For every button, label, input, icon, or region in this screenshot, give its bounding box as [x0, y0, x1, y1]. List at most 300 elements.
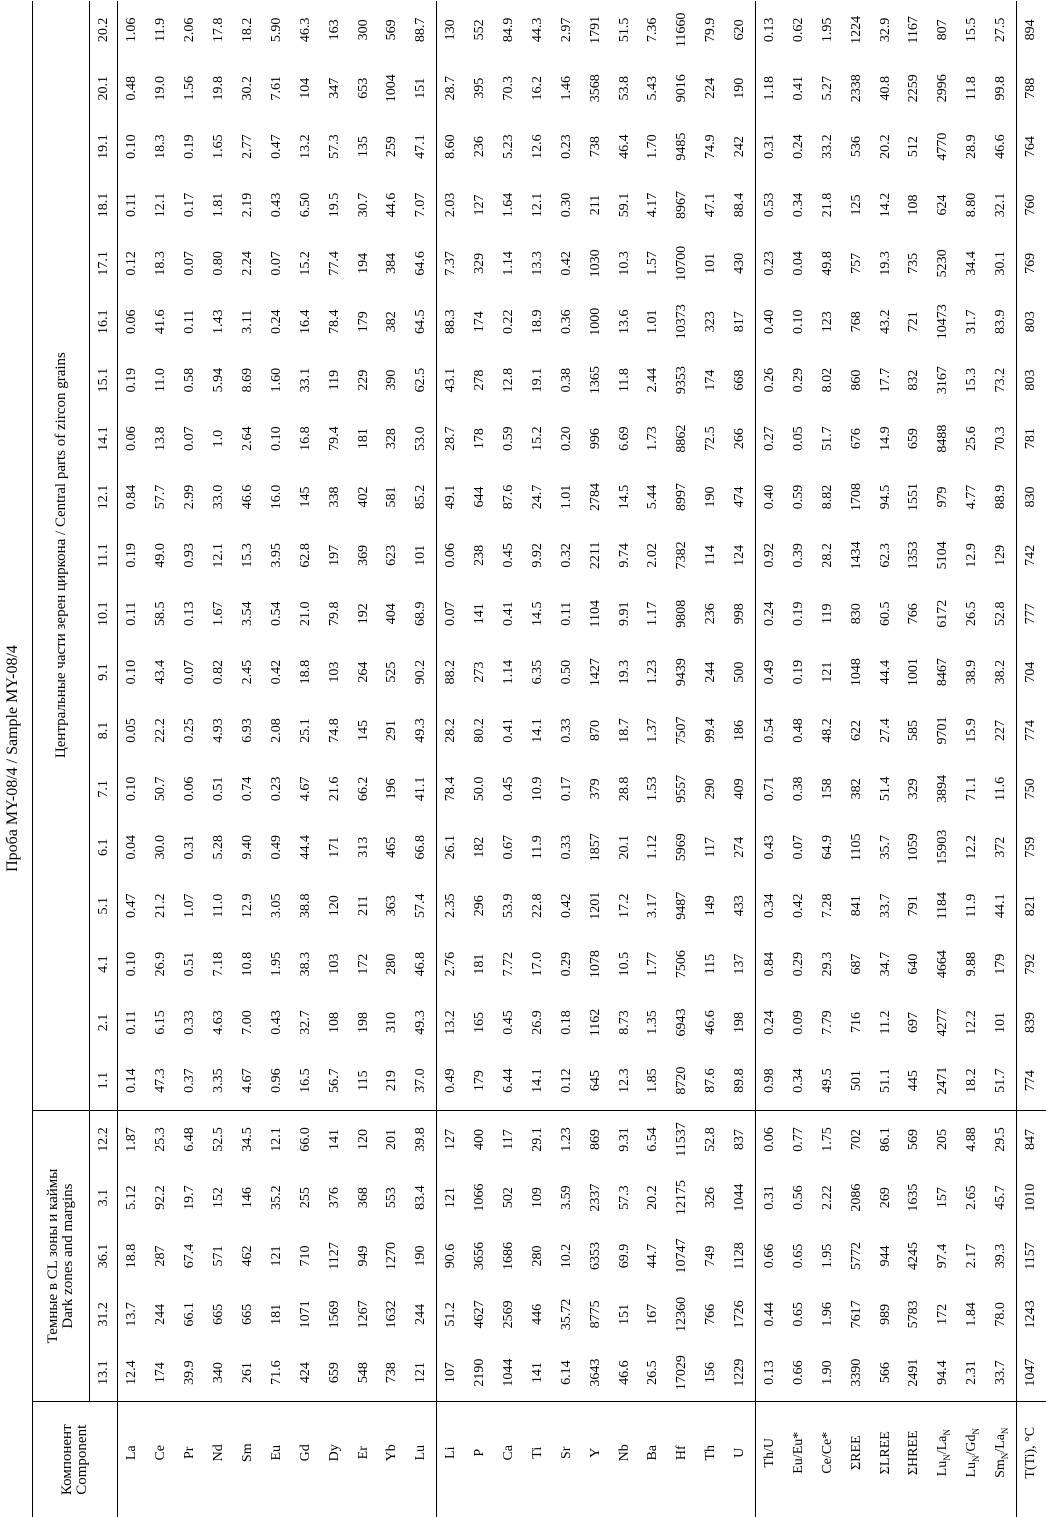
table-cell: 0.07 — [436, 585, 465, 643]
table-cell: 4.63 — [211, 1010, 227, 1035]
table-cell: 738 — [384, 1362, 400, 1384]
component-label: Gd — [291, 1402, 320, 1517]
table-cell: 3167 — [935, 366, 951, 395]
table-cell: 74.9 — [703, 134, 719, 159]
table-cell: 384 — [384, 252, 400, 274]
table-cell: 1.18 — [755, 59, 784, 117]
table-cell: 6.69 — [616, 426, 632, 451]
spot-header: 8.1 — [90, 701, 118, 759]
table-cell: 766 — [906, 603, 922, 625]
table-cell: 167 — [645, 1303, 661, 1325]
table-cell: 830 — [1016, 468, 1045, 526]
table-cell: 0.49 — [436, 1052, 465, 1110]
table-cell: 121 — [413, 1362, 429, 1384]
table-cell: 8.80 — [964, 192, 980, 218]
table-cell: 1104 — [587, 599, 603, 628]
table-cell: 99.4 — [703, 718, 719, 743]
table-cell: 15.2 — [297, 251, 313, 276]
table-cell: 32.9 — [877, 17, 893, 43]
table-cell: 9016 — [674, 74, 690, 103]
table-cell: 69.9 — [616, 1243, 632, 1269]
table-cell: 0.31 — [755, 117, 784, 175]
table-cell: 174 — [153, 1362, 169, 1384]
table-cell: 512 — [906, 136, 922, 158]
table-cell: 280 — [384, 953, 400, 975]
table-cell: 0.07 — [182, 659, 198, 685]
spot-header: 1.1 — [90, 1052, 118, 1110]
table-cell: 8862 — [674, 424, 690, 453]
table-row — [262, 1, 291, 1517]
table-cell: 16.5 — [297, 1068, 313, 1093]
table-cell: 16.0 — [268, 484, 284, 510]
table-cell: 2190 — [472, 1358, 488, 1387]
table-cell: 1.77 — [645, 951, 661, 977]
table-cell: 85.2 — [413, 484, 429, 510]
table-cell: 624 — [935, 194, 951, 216]
table-cell: 13.2 — [297, 134, 313, 159]
table-cell: 28.8 — [616, 776, 632, 802]
table-cell: 43.1 — [436, 351, 465, 409]
table-cell: 996 — [587, 428, 603, 450]
table-cell: 0.20 — [558, 426, 574, 451]
table-cell: 273 — [472, 661, 488, 683]
table-cell: 108 — [906, 194, 922, 216]
table-cell: 197 — [326, 544, 342, 566]
table-cell: 1.12 — [645, 835, 661, 860]
table-cell: 1365 — [587, 366, 603, 395]
table-cell: 58.5 — [153, 601, 169, 626]
table-cell: 623 — [384, 544, 400, 566]
table-cell: 2.64 — [240, 426, 255, 451]
table-cell: 6.48 — [176, 1110, 205, 1168]
table-cell: 1.95 — [268, 951, 284, 977]
table-cell: 0.98 — [755, 1052, 784, 1110]
table-cell: 181 — [355, 428, 371, 450]
table-cell: 369 — [355, 544, 371, 566]
table-cell: 1.57 — [645, 251, 661, 276]
table-cell: 1004 — [384, 74, 400, 103]
table-cell: 103 — [326, 661, 342, 683]
table-cell: 0.11 — [124, 1010, 140, 1035]
table-cell: 62.8 — [297, 543, 313, 568]
table-cell: 5.28 — [211, 835, 227, 860]
table-cell: 171 — [326, 836, 342, 858]
table-cell: 6.54 — [639, 1110, 668, 1168]
table-cell: 10.9 — [529, 776, 545, 802]
table-cell: 129 — [993, 544, 1009, 566]
table-cell: 109 — [529, 1187, 545, 1209]
table-cell: 0.38 — [790, 776, 806, 802]
table-cell: 1.95 — [819, 17, 835, 43]
table-cell: 0.06 — [755, 1110, 784, 1168]
table-cell: 807 — [935, 19, 951, 41]
table-cell: 0.19 — [124, 367, 140, 393]
table-cell: 0.24 — [790, 134, 806, 159]
table-cell: 201 — [378, 1110, 407, 1168]
table-cell: 198 — [732, 1011, 748, 1033]
table-cell: 0.47 — [124, 893, 140, 918]
table-cell: 1162 — [587, 1008, 603, 1037]
table-cell: 45.7 — [993, 1185, 1009, 1210]
spot-header: 11.1 — [90, 526, 118, 584]
table-cell: 9353 — [674, 366, 690, 395]
table-cell: 66.8 — [413, 835, 429, 860]
table-cell: 8967 — [674, 191, 690, 219]
table-cell: 2337 — [587, 1183, 603, 1212]
table-cell: 1686 — [501, 1242, 517, 1271]
table-cell: 2.08 — [268, 718, 284, 743]
table-cell: 34.5 — [234, 1110, 263, 1168]
table-cell: 0.22 — [501, 309, 517, 335]
table-cell: 0.29 — [790, 951, 806, 977]
table-cell: 9.31 — [610, 1110, 639, 1168]
table-cell: 16.8 — [297, 426, 313, 451]
table-cell: 6.35 — [529, 659, 545, 685]
table-cell: 0.49 — [268, 835, 284, 860]
table-cell: 0.10 — [790, 309, 806, 335]
table-cell: 165 — [472, 1011, 488, 1033]
spot-header: 17.1 — [90, 234, 118, 292]
table-cell: 70.3 — [501, 75, 517, 101]
spot-header: 12.1 — [90, 468, 118, 526]
table-cell: 0.48 — [124, 75, 140, 101]
table-cell: 18.7 — [616, 718, 632, 743]
table-cell: 3.54 — [240, 601, 255, 626]
table-cell: 5.90 — [268, 17, 284, 43]
table-cell: 12.6 — [529, 134, 545, 159]
table-cell: 8997 — [674, 482, 690, 511]
table-cell: 8720 — [674, 1066, 690, 1095]
table-cell: 196 — [384, 778, 400, 800]
data-table — [32, 1, 1046, 1517]
table-cell: 33.2 — [819, 134, 835, 159]
table-cell: 525 — [384, 661, 400, 683]
table-cell: 12.4 — [124, 1360, 140, 1385]
table-cell: 4664 — [935, 950, 951, 979]
table-cell: 57.7 — [153, 484, 169, 510]
table-cell: 5772 — [848, 1242, 864, 1271]
table-cell: 7.36 — [645, 17, 661, 43]
table-cell: 0.67 — [501, 835, 517, 860]
table-cell: 74.8 — [326, 718, 342, 743]
table-cell: 0.23 — [268, 776, 284, 802]
table-cell: 474 — [732, 486, 748, 508]
table-cell: 57.3 — [326, 134, 342, 159]
table-cell: 88.2 — [436, 643, 465, 701]
component-label: Li — [436, 1402, 465, 1517]
table-cell: 68.9 — [413, 601, 429, 626]
table-cell: 29.5 — [987, 1110, 1016, 1168]
table-cell: 32.7 — [297, 1010, 313, 1035]
table-cell: 1.01 — [645, 309, 661, 335]
table-cell: 4.17 — [645, 192, 661, 218]
table-cell: 3390 — [848, 1358, 864, 1387]
table-cell: 87.6 — [703, 1068, 719, 1093]
table-cell: 566 — [877, 1362, 893, 1384]
table-cell: 71.1 — [964, 776, 980, 802]
table-cell: 1.87 — [118, 1110, 147, 1168]
table-cell: 8.69 — [240, 367, 255, 393]
table-row — [234, 1, 263, 1517]
table-cell: 6.14 — [558, 1360, 574, 1385]
table-cell: 0.12 — [124, 251, 140, 276]
table-cell: 338 — [326, 486, 342, 508]
table-cell: 56.7 — [326, 1068, 342, 1093]
table-cell: 676 — [848, 428, 864, 450]
component-header-ru: Компонент — [59, 1424, 75, 1496]
table-row — [813, 1, 842, 1517]
table-cell: 1.46 — [558, 75, 574, 101]
table-cell: 2569 — [501, 1300, 517, 1329]
table-cell: 70.3 — [993, 426, 1009, 451]
component-label: Ba — [639, 1402, 668, 1517]
table-cell: 179 — [993, 953, 1009, 975]
table-cell: 43.2 — [877, 309, 893, 335]
table-cell: 22.8 — [529, 893, 545, 918]
table-cell: 0.66 — [790, 1360, 806, 1385]
spot-header: 15.1 — [90, 351, 118, 409]
table-cell: 39.3 — [993, 1243, 1009, 1269]
table-cell: 0.09 — [790, 1010, 806, 1035]
table-cell: 0.56 — [790, 1185, 806, 1210]
table-cell: 181 — [472, 953, 488, 975]
table-cell: 0.06 — [436, 526, 465, 584]
table-row — [552, 1, 581, 1517]
table-cell: 0.42 — [790, 893, 806, 918]
table-cell: 0.80 — [211, 251, 227, 276]
table-cell: 27.4 — [877, 718, 893, 743]
table-cell: 830 — [848, 603, 864, 625]
table-cell: 14.1 — [529, 1068, 545, 1093]
table-cell: 117 — [495, 1110, 524, 1168]
table-cell: 39.9 — [182, 1360, 198, 1385]
table-cell: 0.50 — [558, 659, 574, 685]
table-row — [118, 1, 147, 1517]
table-cell: 6943 — [674, 1008, 690, 1037]
table-cell: 18.9 — [529, 309, 545, 335]
table-cell: 949 — [355, 1245, 371, 1267]
table-cell: 25.6 — [964, 426, 980, 451]
table-cell: 1.70 — [645, 134, 661, 159]
table-cell: 841 — [848, 895, 864, 917]
table-cell: 49.8 — [819, 251, 835, 276]
table-cell: 88.4 — [732, 192, 748, 218]
table-row — [349, 1, 378, 1517]
table-cell: 174 — [472, 311, 488, 333]
table-cell: 659 — [326, 1362, 342, 1384]
table-cell: 0.53 — [755, 176, 784, 234]
table-cell: 1267 — [355, 1300, 371, 1329]
table-cell: 0.37 — [182, 1068, 198, 1093]
table-cell: 0.10 — [124, 659, 140, 685]
table-cell: 390 — [384, 369, 400, 391]
table-cell: 1.64 — [501, 192, 517, 218]
table-cell: 0.34 — [790, 192, 806, 218]
table-cell: 0.43 — [268, 192, 284, 218]
table-cell: 19.1 — [529, 367, 545, 393]
table-cell: 9485 — [674, 132, 690, 161]
table-cell: 114 — [703, 545, 719, 566]
table-cell: 29.1 — [523, 1110, 552, 1168]
table-cell: 0.38 — [558, 367, 574, 393]
table-cell: 145 — [355, 720, 371, 742]
table-row — [407, 1, 436, 1517]
table-cell: 123 — [819, 311, 835, 333]
component-header — [33, 1402, 118, 1517]
table-cell: 49.3 — [413, 718, 429, 743]
table-cell: 5230 — [935, 249, 951, 278]
table-cell: 1048 — [848, 658, 864, 687]
table-cell: 465 — [384, 836, 400, 858]
component-label: Eu — [262, 1402, 291, 1517]
table-cell: 15.2 — [529, 426, 545, 451]
table-cell: 17.7 — [877, 367, 893, 393]
table-cell: 101 — [993, 1011, 1009, 1033]
table-cell: 2.03 — [436, 176, 465, 234]
table-cell: 0.23 — [755, 234, 784, 292]
table-cell: 261 — [240, 1362, 255, 1384]
table-cell: 44.6 — [384, 192, 400, 218]
table-cell: 0.43 — [268, 1010, 284, 1035]
table-cell: 645 — [587, 1070, 603, 1092]
table-cell: 50.7 — [153, 776, 169, 802]
table-cell: 1.06 — [124, 17, 140, 43]
table-cell: 99.8 — [993, 75, 1009, 101]
table-cell: 4770 — [935, 132, 951, 161]
table-cell: 121 — [819, 661, 835, 683]
table-cell: 1427 — [587, 658, 603, 687]
header-row-spots — [90, 1, 118, 1517]
table-cell: 0.24 — [755, 993, 784, 1051]
table-cell: 0.31 — [755, 1168, 784, 1226]
table-cell: 291 — [384, 720, 400, 742]
table-cell: 0.47 — [268, 134, 284, 159]
table-cell: 146 — [240, 1187, 255, 1209]
table-cell: 1.73 — [645, 426, 661, 451]
table-cell: 40.8 — [877, 75, 893, 101]
table-cell: 1.37 — [645, 718, 661, 743]
table-row — [929, 1, 958, 1517]
table-row — [668, 1, 697, 1517]
table-cell: 107 — [436, 1344, 465, 1402]
table-cell: 47.1 — [703, 192, 719, 218]
table-cell: 51.1 — [877, 1068, 893, 1093]
table-cell: 77.4 — [326, 251, 342, 276]
table-cell: 792 — [1016, 935, 1045, 993]
table-cell: 4.67 — [240, 1068, 255, 1093]
table-cell: 14.1 — [529, 718, 545, 743]
table-cell: 5.43 — [645, 75, 661, 101]
table-cell: 33.1 — [297, 367, 313, 393]
table-cell: 25.3 — [147, 1110, 176, 1168]
table-cell: 0.10 — [124, 951, 140, 977]
component-label: U — [726, 1402, 755, 1517]
table-cell: 0.49 — [755, 643, 784, 701]
table-cell: 0.17 — [182, 192, 198, 218]
table-cell: 158 — [819, 778, 835, 800]
table-cell: 287 — [153, 1245, 169, 1267]
table-cell: 141 — [320, 1110, 349, 1168]
table-cell: 1059 — [906, 833, 922, 862]
table-cell: 0.18 — [558, 1010, 574, 1035]
table-cell: 88.9 — [993, 484, 1009, 510]
table-cell: 817 — [732, 311, 748, 333]
table-cell: 502 — [501, 1187, 517, 1209]
table-cell: 11.8 — [964, 76, 980, 101]
table-cell: 4627 — [472, 1300, 488, 1329]
table-cell: 777 — [1016, 585, 1045, 643]
table-cell: 71.6 — [268, 1360, 284, 1385]
table-cell: 760 — [1016, 176, 1045, 234]
table-cell: 94.4 — [935, 1360, 951, 1385]
table-cell: 536 — [848, 136, 864, 158]
table-cell: 329 — [906, 778, 922, 800]
component-label: Nb — [610, 1402, 639, 1517]
table-cell: 329 — [472, 252, 488, 274]
table-cell: 205 — [929, 1110, 958, 1168]
table-cell: 73.2 — [993, 367, 1009, 393]
table-cell: 2.31 — [964, 1360, 980, 1385]
table-cell: 0.84 — [755, 935, 784, 993]
table-cell: 255 — [297, 1187, 313, 1209]
spot-header: 3.1 — [90, 1168, 118, 1226]
table-cell: 2.65 — [964, 1185, 980, 1210]
component-label: P — [466, 1402, 495, 1517]
table-row — [205, 1, 234, 1517]
table-cell: 2211 — [587, 541, 603, 570]
table-cell: 0.41 — [501, 601, 517, 626]
table-cell: 769 — [1016, 234, 1045, 292]
table-cell: 12.1 — [262, 1110, 291, 1168]
table-cell: 363 — [384, 895, 400, 917]
table-cell: 404 — [384, 603, 400, 625]
table-cell: 665 — [211, 1303, 227, 1325]
table-cell: 0.13 — [755, 1344, 784, 1402]
table-cell: 19.3 — [877, 251, 893, 276]
table-cell: 13.2 — [436, 993, 465, 1051]
dark-zones-header-en: Dark zones and margins — [60, 1183, 76, 1329]
table-cell: 84.9 — [501, 17, 517, 43]
table-cell: 0.27 — [755, 409, 784, 467]
table-cell: 2.97 — [558, 17, 574, 43]
table-cell: 313 — [355, 836, 371, 858]
table-cell: 6.44 — [501, 1068, 517, 1093]
table-cell: 44.4 — [877, 659, 893, 685]
table-cell: 2491 — [906, 1358, 922, 1387]
table-cell: 30.7 — [355, 192, 371, 218]
table-cell: 1.90 — [819, 1360, 835, 1385]
table-cell: 38.9 — [964, 659, 980, 685]
table-cell: 62.5 — [413, 367, 429, 393]
table-cell: 179 — [355, 311, 371, 333]
spot-header: 6.1 — [90, 818, 118, 876]
table-cell: 53.8 — [616, 75, 632, 101]
table-cell: 18.2 — [240, 17, 255, 43]
table-cell: 79.9 — [703, 17, 719, 43]
table-cell: 12.1 — [529, 192, 545, 218]
table-cell: 152 — [211, 1187, 227, 1209]
table-cell: 395 — [472, 77, 488, 99]
table-cell: 1.01 — [558, 484, 574, 510]
table-cell: 49.1 — [436, 468, 465, 526]
table-cell: 0.45 — [501, 543, 517, 568]
table-cell: 92.2 — [153, 1185, 169, 1210]
component-label: ΣREE — [842, 1402, 871, 1517]
component-label: Th — [697, 1402, 726, 1517]
table-cell: 11.9 — [964, 893, 980, 918]
spot-header: 16.1 — [90, 293, 118, 351]
table-cell: 16.2 — [529, 75, 545, 101]
